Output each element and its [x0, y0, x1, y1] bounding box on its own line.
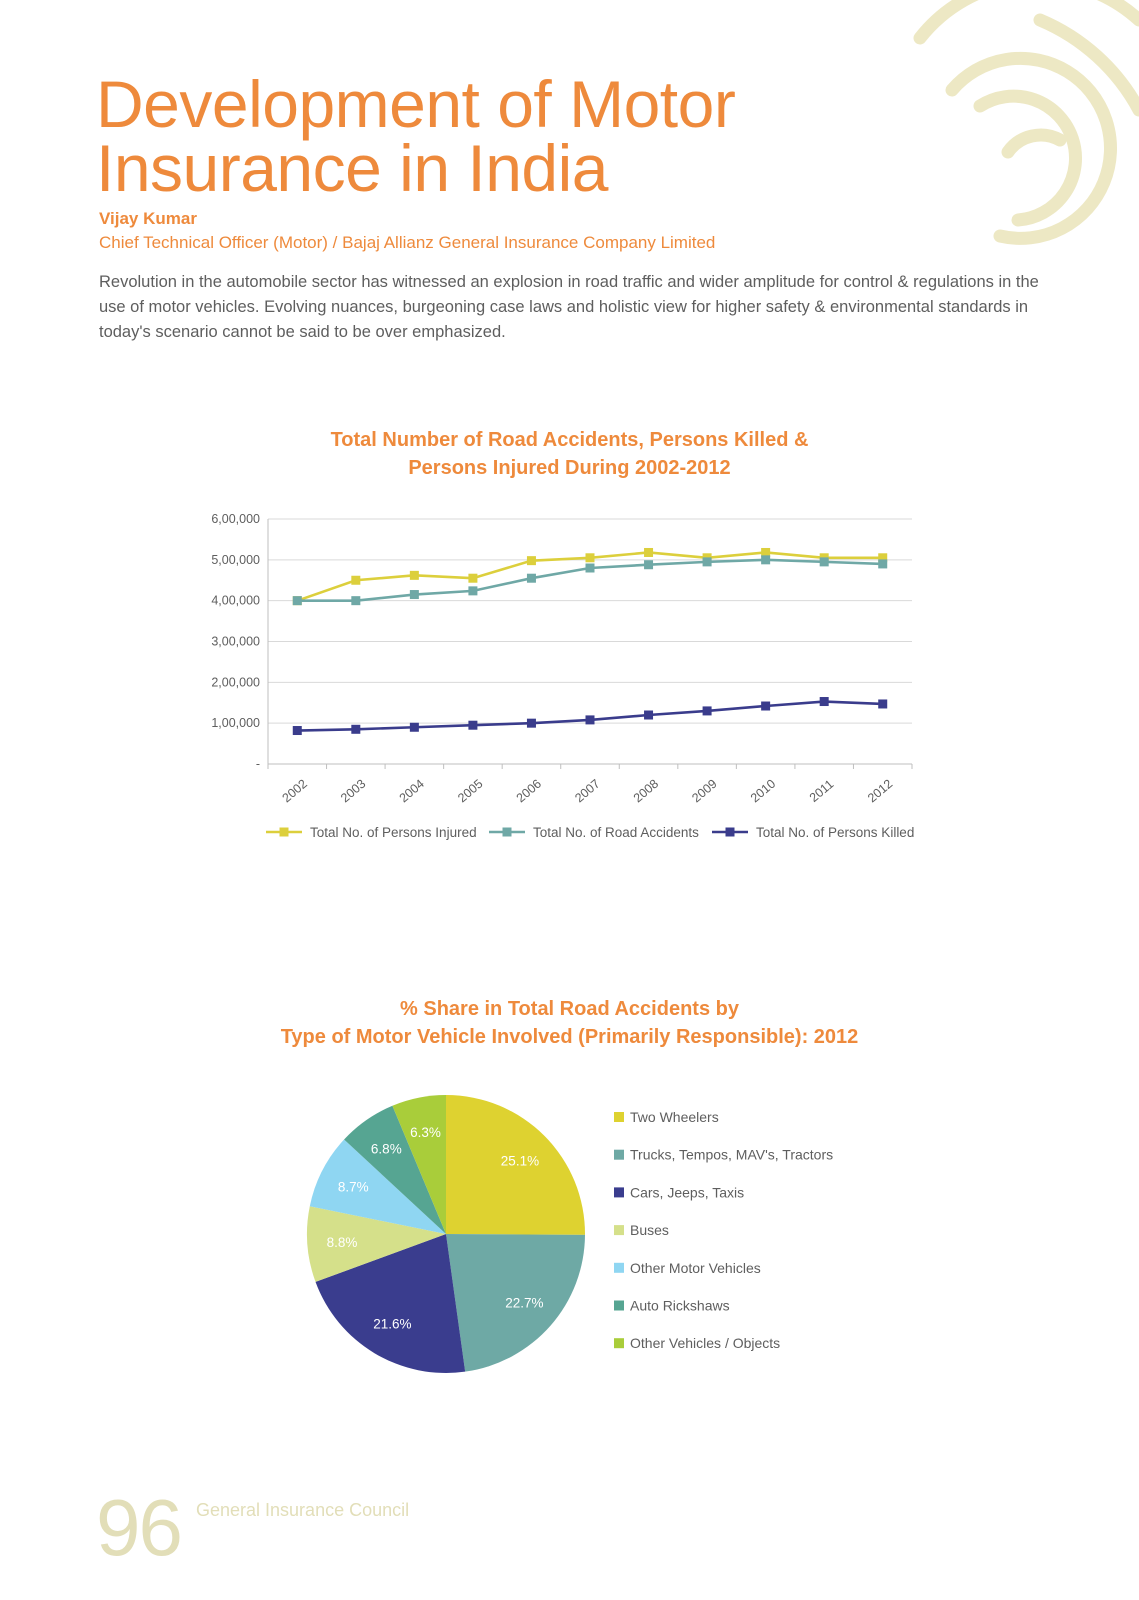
- pie-slice-label: 6.3%: [410, 1124, 441, 1140]
- legend-marker: [614, 1225, 624, 1235]
- data-point: [293, 596, 302, 605]
- data-point: [644, 711, 653, 720]
- x-tick-label: 2009: [689, 776, 720, 806]
- x-tick-label: 2003: [338, 776, 369, 806]
- x-tick-label: 2007: [572, 776, 603, 806]
- x-tick-label: 2010: [747, 776, 779, 806]
- legend-label: Auto Rickshaws: [630, 1297, 730, 1314]
- data-point: [293, 726, 302, 735]
- y-tick-label: 4,00,000: [211, 593, 260, 608]
- line-chart-title-line-2: Persons Injured During 2002-2012: [408, 457, 731, 479]
- data-point: [644, 560, 653, 569]
- data-point: [703, 706, 712, 715]
- y-tick-label: 1,00,000: [211, 716, 260, 731]
- x-tick-label: 2012: [865, 776, 896, 806]
- legend-marker: [614, 1263, 624, 1273]
- line-chart-title: [0, 426, 1139, 482]
- data-point: [878, 559, 887, 568]
- data-point: [878, 699, 887, 708]
- pie-slice-label: 8.7%: [337, 1179, 369, 1195]
- data-point: [410, 723, 419, 732]
- data-point: [351, 725, 360, 734]
- data-point: [644, 548, 653, 557]
- data-point: [820, 557, 829, 566]
- line-chart-title-line-1: Total Number of Road Accidents, Persons Killed &: [330, 429, 809, 451]
- legend-marker: [503, 828, 512, 837]
- legend-marker: [280, 828, 289, 837]
- legend-marker: [614, 1338, 624, 1348]
- data-point: [761, 702, 770, 711]
- pie-slice-label: 21.6%: [373, 1316, 412, 1332]
- page-number: 96: [96, 1483, 181, 1572]
- data-point: [351, 576, 360, 585]
- legend-label: Total No. of Road Accidents: [533, 825, 699, 840]
- legend-label: Cars, Jeeps, Taxis: [630, 1184, 745, 1201]
- legend-label: Buses: [630, 1222, 669, 1239]
- article-title-line-2: Insurance in India: [96, 131, 609, 205]
- data-point: [468, 574, 477, 583]
- pie-slice-label: 6.8%: [370, 1141, 402, 1157]
- author-name: Vijay Kumar: [99, 209, 197, 228]
- data-point: [351, 596, 360, 605]
- data-point: [586, 553, 595, 562]
- legend-marker: [614, 1112, 624, 1122]
- article-title: [96, 67, 736, 205]
- legend-marker: [726, 828, 735, 837]
- author-role: Chief Technical Officer (Motor) / Bajaj Allianz General Insurance Company Limited: [99, 233, 716, 252]
- legend-label: Two Wheelers: [630, 1109, 719, 1125]
- pie-chart-title: [0, 995, 1139, 1051]
- y-tick-label: 6,00,000: [211, 512, 260, 526]
- y-tick-label: 3,00,000: [211, 634, 260, 649]
- legend-label: Total No. of Persons Injured: [310, 825, 477, 840]
- pie-chart-title-line-2: Type of Motor Vehicle Involved (Primarily Responsible): 2012: [280, 1026, 859, 1048]
- data-point: [527, 556, 536, 565]
- data-point: [527, 719, 536, 728]
- pie-chart: [0, 1080, 1139, 1380]
- decorative-arcs: [900, 0, 1139, 260]
- y-tick-label: 2,00,000: [211, 675, 260, 690]
- data-point: [586, 564, 595, 573]
- legend-marker: [614, 1301, 624, 1311]
- legend-marker: [614, 1150, 624, 1160]
- legend-label: Other Motor Vehicles: [630, 1259, 761, 1276]
- footer-label: General Insurance Council: [196, 1500, 410, 1520]
- x-tick-label: 2002: [279, 776, 310, 806]
- data-point: [410, 571, 419, 580]
- x-tick-label: 2006: [513, 776, 545, 806]
- legend-label: Total No. of Persons Killed: [756, 825, 915, 840]
- y-tick-label: -: [255, 757, 260, 771]
- data-point: [761, 555, 770, 564]
- pie-slice-label: 22.7%: [505, 1295, 544, 1311]
- x-tick-label: 2004: [396, 776, 427, 806]
- data-point: [410, 590, 419, 599]
- legend-marker: [614, 1187, 624, 1197]
- x-tick-label: 2008: [630, 776, 662, 806]
- pie-slice-label: 25.1%: [500, 1153, 540, 1169]
- x-tick-label: 2011: [806, 776, 837, 805]
- legend-label: Other Vehicles / Objects: [630, 1335, 781, 1352]
- data-point: [703, 557, 712, 566]
- data-point: [820, 697, 829, 706]
- data-point: [527, 574, 536, 583]
- pie-chart-title-line-1: % Share in Total Road Accidents by: [400, 998, 739, 1020]
- legend-label: Trucks, Tempos, MAV's, Tractors: [630, 1146, 834, 1163]
- data-point: [468, 586, 477, 595]
- intro-paragraph: Revolution in the automobile sector has witnessed an explosion in road traffic and wider amplitude for control & regulations in the use of motor vehicles. Evolving nuances, burgeoning case laws and holistic view for higher safety & environmental standards in today's scenario cannot be said to be over emphasized.: [99, 273, 1039, 341]
- data-point: [468, 721, 477, 730]
- y-tick-label: 5,00,000: [211, 552, 260, 567]
- x-tick-label: 2005: [455, 776, 486, 806]
- line-chart: [0, 500, 1139, 850]
- data-point: [586, 715, 595, 724]
- pie-slice-label: 8.8%: [326, 1234, 358, 1250]
- article-title-line-1: Development of Motor: [96, 67, 736, 141]
